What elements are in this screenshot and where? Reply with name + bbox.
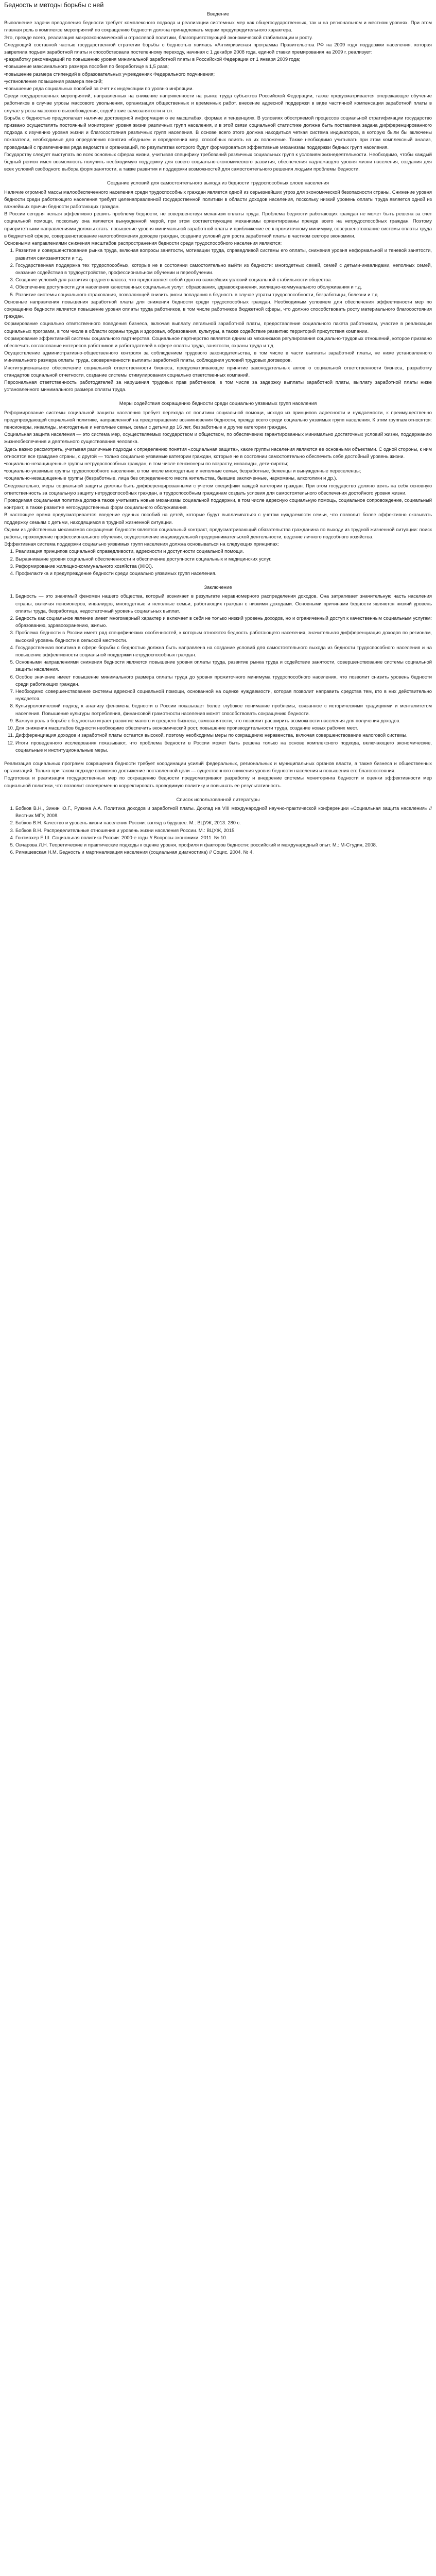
paragraph: Осуществление административно-общественного контроля за соблюдением трудового законодательства, в том числе в части выплаты заработной платы, не ниже установленного минимального размера оплаты труда, своевременности выплаты заработной платы, соблюдения условий трудовых договоров. bbox=[4, 350, 432, 363]
list-item: 5. Развитие системы социального страхования, позволяющей снизить риски попадания в бедность в случае утраты трудоспособности, безработицы, болезни и т.д. bbox=[15, 291, 432, 298]
list-item: 3. Реформирование жилищно-коммунального хозяйства (ЖКХ). bbox=[15, 563, 432, 570]
paragraph: Персональная ответственность работодателей за нарушения трудовых прав работников, в том числе за задержку выплаты заработной платы, выплату заработной платы ниже установленного минимального размера оплаты труда. bbox=[4, 379, 432, 393]
paragraph: Здесь важно рассмотреть, учитывая различные подходы к определению понятия «социальная защита», какие группы населения являются ее основными объектами. С одной стороны, к ним относятся все граждане страны, с другой — только социально уязвимые категории граждан, которые не в состоянии самостоятельно обеспечить себе достойный уровень жизни. bbox=[4, 446, 432, 459]
reference-item: 1. Бобков В.Н., Зинин Ю.Г., Ружина А.А. Политика доходов и заработной платы. Доклад на VIII международной научно-практической конференции «Социальная защита населения» // Вестник МГУ, 2008. bbox=[15, 805, 432, 819]
paragraph: Государству следует выступать во всех основных сферах жизни, учитывая специфику требований различных социальных групп к условиям жизнедеятельности. Необходимо, чтобы каждый бедный регион имел возможность получить необходимую поддержку для своего социально-экономического развития, обеспечения надлежащего уровня жизни населения, создания для всех условий свободного выбора форм занятости, а также развития и поддержки возможностей для самостоятельного решения людьми проблемы бедности. bbox=[4, 151, 432, 172]
paragraph: Борьба с бедностью предполагает наличие достоверной информации о ее масштабах, формах и тенденциях. В условиях обостряемой процессов социальной стратификации государство призвано осуществлять постоянный мониторинг уровня жизни различных групп населения, и в этой связи социальной статистике должна быть поставлена задача дифференцированного подхода к изучению уровня жизни и благосостояния различных групп населения. В основе всего этого должна находиться четкая система индикаторов, в которую были бы включены показатели, необходимые для определения понятия «бедные» и определения мер, способных влиять на их положение. Также необходимо учитывать при этом комплексный анализ, проводимый с привлечением ряда ведомств и организаций, по результатам которого будут формироваться эффективные механизмы поддержки бедных групп населения. bbox=[4, 114, 432, 150]
paragraph: •социально-незащищенные группы нетрудоспособных граждан, в том числе пенсионеры по возрасту, инвалиды, дети-сироты; bbox=[4, 460, 289, 466]
references-list bbox=[4, 805, 432, 856]
list-item: 8. Культурологический подход к анализу феномена бедности в России показывает более глубокое понимание проблемы, связанное с историческими традициями и менталитетом населения. Повышение культуры потребления, финансовой грамотности населения может способствовать сокращению бедности. bbox=[15, 702, 432, 717]
list-item: 9. Важную роль в борьбе с бедностью играет развитие малого и среднего бизнеса, самозанятости, что позволит расширить возможности населения для получения доходов. bbox=[15, 717, 432, 724]
list-item: 1. Реализация принципов социальной справедливости, адресности и доступности социальной помощи. bbox=[15, 548, 432, 555]
numbered-list bbox=[4, 548, 432, 577]
list-item: 5. Основными направлениями снижения бедности являются повышение уровня оплаты труда, развитие рынка труда и содействие занятости, совершенствование системы социальной защиты населения. bbox=[15, 658, 432, 673]
reference-item: 6. Римашевская Н.М. Бедность и маргинализация населения (социальная диагностика) // Социс. 2004. № 4. bbox=[15, 849, 432, 856]
paragraph: •повышение максимального размера пособия по безработице в 1,5 раза; bbox=[4, 63, 169, 70]
paragraph: В России сегодня нельзя эффективно решить проблему бедности, не совершенствуя механизм оплаты труда. Проблема бедности работающих граждан не может быть решена за счет социальной помощи, поскольку она является вынужденной мерой, при этом соответствующие механизмы ориентированы прежде всего на нетрудоспособных граждан. Поэтому приоритетными направлениями должны стать: повышение уровня минимальной заработной платы и приближение ее к прожиточному минимуму, совершенствование системы оплаты труда в бюджетной сфере, совершенствование налогообложения доходов граждан, создание условий для роста заработной платы в частном секторе экономики. bbox=[4, 211, 432, 239]
paragraph: Реализация социальных программ сокращения бедности требует координации усилий федеральных, региональных и муниципальных органов власти, а также бизнеса и общественных организаций. Только при таком подходе возможно достижение поставленной цели — существенного снижения уровня бедности населения и повышения его благосостояния. bbox=[4, 760, 432, 774]
numbered-list bbox=[4, 247, 432, 298]
paragraph: Проводимая социальная политика должна также учитывать новые механизмы социальной поддержки, в том числе адресную социальную помощь, социальное сопровождение, социальный контракт, а также развитие негосударственных форм социального обслуживания. bbox=[4, 497, 432, 511]
list-item: 2. Государственная поддержка тех трудоспособных, которые не в состоянии самостоятельно выйти из бедности: многодетных семей, семей с детьми-инвалидами, неполных семей, оказание содействия в трудоустройстве, профессиональном обучении и переобучении. bbox=[15, 262, 432, 276]
paragraph: Подготовка и реализация государственных мер по сокращению бедности предусматривают разработку и внедрение системы мониторинга бедности и оценки эффективности мер социальной политики, что позволит своевременно корректировать проводимую политику и повышать ее результативность. bbox=[4, 775, 432, 788]
document-title: Бедность и методы борьбы с ней bbox=[4, 2, 104, 9]
paragraph: Среди государственных мероприятий, направленных на снижение напряженности на рынке труда субъектов Российской Федерации, также предусматривается опережающее обучение работников в случае угрозы массового увольнения, организация общественных и временных работ, внесение адресной поддержки в виде частичной компенсации заработной платы в случае угрозы массового высвобождения, содействие самозанятости и т.п. bbox=[4, 93, 432, 113]
list-item: 10. Для снижения масштабов бедности необходимо обеспечить экономический рост, повышение производительности труда, создание новых рабочих мест. bbox=[15, 724, 432, 732]
paragraph: Формирование социально ответственного поведения бизнеса, включая выплату легальной заработной платы, предоставление социального пакета работникам, участие в реализации социальных программ, в том числе в области охраны труда и здоровья, образования, культуры, а также содействие развитию территорий присутствия компании. bbox=[4, 320, 432, 334]
list-item: 6. Особое значение имеет повышение минимального размера оплаты труда до уровня прожиточного минимума трудоспособного населения, что позволит снизить уровень бедности среди работающих граждан. bbox=[15, 673, 432, 688]
section-heading: Меры содействия сокращению бедности среди социально уязвимых групп населения bbox=[119, 401, 317, 407]
paragraph: •разработку рекомендаций по повышению уровня минимальной заработной платы в Российской Федерации от 1 января 2009 года; bbox=[4, 56, 301, 62]
list-item: 1. Бедность — это значимый феномен нашего общества, который возникает в результате неравномерного распределения доходов. Она затрагивает значительную часть населения страны, включая пенсионеров, инвалидов, многодетные и неполные семьи, работающих граждан с низкими доходами. Основными причинами бедности являются низкий уровень оплаты труда, безработица, недостаточный уровень социальных выплат. bbox=[15, 592, 432, 615]
paragraph: Основными направлениями снижения масштабов распространения бедности среди трудоспособного населения являются: bbox=[4, 240, 282, 246]
section-heading: Список использованной литературы bbox=[176, 796, 260, 803]
numbered-list bbox=[4, 592, 432, 753]
list-item: 4. Государственная политика в сфере борьбы с бедностью должна быть направлена на создание условий для самостоятельного выхода из бедности трудоспособного населения и на повышение эффективности социальной поддержки нетрудоспособных граждан. bbox=[15, 644, 432, 658]
list-item: 2. Бедность как социальное явление имеет многомерный характер и включает в себя не только низкий уровень доходов, но и ограниченный доступ к качественным социальным услугам: образованию, здравоохранению, жилью. bbox=[15, 615, 432, 629]
section-heading: Заключение bbox=[204, 585, 232, 591]
paragraph: Это, прежде всего, реализация макроэкономической и отраслевой политики, благоприятствующей экономической стабилизации и росту. bbox=[4, 34, 313, 40]
reference-item: 4. Гонтмахер Е.Ш. Социальная политика России: 2000-е годы // Вопросы экономики. 2011. № 10. bbox=[15, 834, 432, 841]
section-heading: Создание условий для самостоятельного выхода из бедности трудоспособных слоев населения bbox=[107, 180, 329, 187]
section-heading: Введение bbox=[206, 11, 230, 17]
paragraph: Следующий составной частью государственной стратегии борьбы с бедностью явилась «Антикризисная программа Правительства РФ на 2009 год» поддержки населения, которая закрепила подъем заработной платы и способствовала постепенному переходу, начиная с 1 декабря 2008 года, единой ставки премирования на 2009 г. реализует: bbox=[4, 41, 432, 55]
paragraph: •повышение размера стипендий в образовательных учреждениях Федерального подчинения; bbox=[4, 71, 215, 77]
reference-item: 2. Бобков В.Н. Качество и уровень жизни населения России: взгляд в будущее. М.: ВЦУЖ, 2013. 280 с. bbox=[15, 819, 432, 826]
paragraph: Выполнение задачи преодоления бедности требует комплексного подхода и реализации системных мер как общегосударственных, так и на региональном и местном уровнях. При этом главная роль в комплексе мероприятий по сокращению бедности должна принадлежать мерам предупредительного характера. bbox=[4, 20, 432, 33]
paragraph: Одним из действенных механизмов сокращения бедности является социальный контракт, предусматривающий обязательства гражданина по выходу из трудной жизненной ситуации: поиск работы, прохождение профессионального обучения, осуществление индивидуальной предпринимательской деятельности, ведение личного подсобного хозяйства. bbox=[4, 526, 432, 540]
list-item: 11. Дифференциация доходов и заработной платы остается высокой, поэтому необходимы меры по сокращению неравенства, включая совершенствование налоговой системы. bbox=[15, 732, 432, 739]
list-item: 4. Профилактика и предупреждение бедности среди социально уязвимых групп населения. bbox=[15, 570, 432, 577]
spacer bbox=[4, 754, 432, 760]
paragraph: •установление повышения размера пенсий; bbox=[4, 78, 103, 84]
paragraph: Социальная защита населения — это система мер, осуществляемых государством и обществом, по обеспечению гарантированных минимально достаточных условий жизни, поддержанию жизнеобеспечения и деятельного существования человека. bbox=[4, 431, 432, 445]
list-item: 2. Выравнивание уровня социальной обеспеченности и обеспечение доступности социальных и медицинских услуг. bbox=[15, 555, 432, 563]
list-item: 12. Итоги проведенного исследования показывают, что проблема бедности в России может быть решена только на основе комплексного подхода, включающего экономические, социальные и институциональные меры. bbox=[15, 739, 432, 754]
paragraph: •социально-уязвимые группы трудоспособного населения, в том числе многодетные и неполные семьи, безработные, беженцы и вынужденные переселенцы; bbox=[4, 468, 361, 474]
list-item: 3. Проблема бедности в России имеет ряд специфических особенностей, к которым относятся бедность работающего населения, значительная дифференциация доходов по регионам, высокий уровень бедности в сельской местности. bbox=[15, 629, 432, 643]
paragraph: Формирование эффективной системы социального партнерства. Социальное партнерство является одним из механизмов регулирования социально-трудовых отношений, которое призвано обеспечить согласование интересов работников и работодателей в сфере оплаты труда, занятости, охраны труда и т.д. bbox=[4, 335, 432, 348]
paragraph: Наличие огромной массы малообеспеченного населения среди трудоспособных граждан является одной из серьезнейших угроз для экономической безопасности страны. Снижение уровня бедности среди работающего населения требует целенаправленной государственной политики в области доходов населения, поскольку низкий уровень оплаты труда является одной из важнейших причин бедности работающих граждан. bbox=[4, 189, 432, 210]
paragraph: Эффективная система поддержки социально уязвимых групп населения должна основываться на следующих принципах: bbox=[4, 541, 279, 547]
paragraph: •повышение ряда социальных пособий за счет их индексации по уровню инфляции. bbox=[4, 86, 194, 92]
list-item: 4. Обеспечение доступности для населения качественных социальных услуг: образования, здравоохранения, жилищно-коммунального обслуживания и т.д. bbox=[15, 283, 432, 291]
list-item: 7. Необходимо совершенствование системы адресной социальной помощи, основанной на оценке нуждаемости, которая позволит направить средства тем, кто в них действительно нуждается. bbox=[15, 688, 432, 702]
paragraph: В настоящее время предусматривается введение единых пособий на детей, которые будут выплачиваться с учетом нуждаемости семьи, что позволит более эффективно оказывать поддержку семьям с детьми, находящимся в трудной жизненной ситуации. bbox=[4, 512, 432, 525]
paragraph: •социально-незащищенные группы (безработные, лица без определенного места жительства, бывшие заключенные, наркоманы, алкоголики и др.). bbox=[4, 475, 337, 481]
list-item: 3. Создание условий для развития среднего класса, что представляет собой одно из важнейших условий социальной стабильности общества. bbox=[15, 276, 432, 283]
reference-item: 3. Бобков В.Н. Распределительные отношения и уровень жизни населения России. М.: ВЦУЖ, 2015. bbox=[15, 827, 432, 834]
paragraph: Институциональное обеспечение социальной ответственности бизнеса, предусматривающее принятие законодательных актов о социальной ответственности бизнеса, разработку стандартов социальной отчетности, создание системы стимулирования социально ответственных компаний. bbox=[4, 364, 432, 378]
paragraph: Реформирование системы социальной защиты населения требует перехода от политики социальной помощи, исходя из принципов адресности и нуждаемости, к преимущественно предупреждающей социальной политике, направленной на предотвращение возникновения бедности, прежде всего среди социально уязвимых групп населения. К этим группам относятся: пенсионеры, инвалиды, многодетные и неполные семьи, семьи с детьми до 16 лет, безработные и другие категории граждан. bbox=[4, 409, 432, 430]
paragraph: Основные направления повышения заработной платы для снижения бедности среди трудоспособных граждан. Необходимым условием для обеспечения эффективности мер по сокращению бедности является повышение уровня оплаты труда работников, в том числе работников бюджетной сферы, что должно способствовать росту материального благосостояния граждан. bbox=[4, 298, 432, 319]
reference-item: 5. Овчарова Л.Н. Теоретические и практические подходы к оценке уровня, профиля и факторов бедности: российский и международный опыт. М.: М-Студия, 2008. bbox=[15, 841, 432, 849]
paragraph: Следовательно, меры социальной защиты должны быть дифференцированными с учетом специфики каждой категории граждан. При этом государство должно взять на себя основную ответственность за социальную защиту нетрудоспособных граждан, а трудоспособным гражданам создать условия для самостоятельного обеспечения достойного уровня жизни. bbox=[4, 482, 432, 496]
document-page bbox=[0, 0, 436, 863]
list-item: 1. Развитие и совершенствование рынка труда, включая вопросы занятости, мотивации труда, справедливой системы его оплаты, снижения уровня неформальной и теневой занятости, развития самозанятости и т.д. bbox=[15, 247, 432, 261]
